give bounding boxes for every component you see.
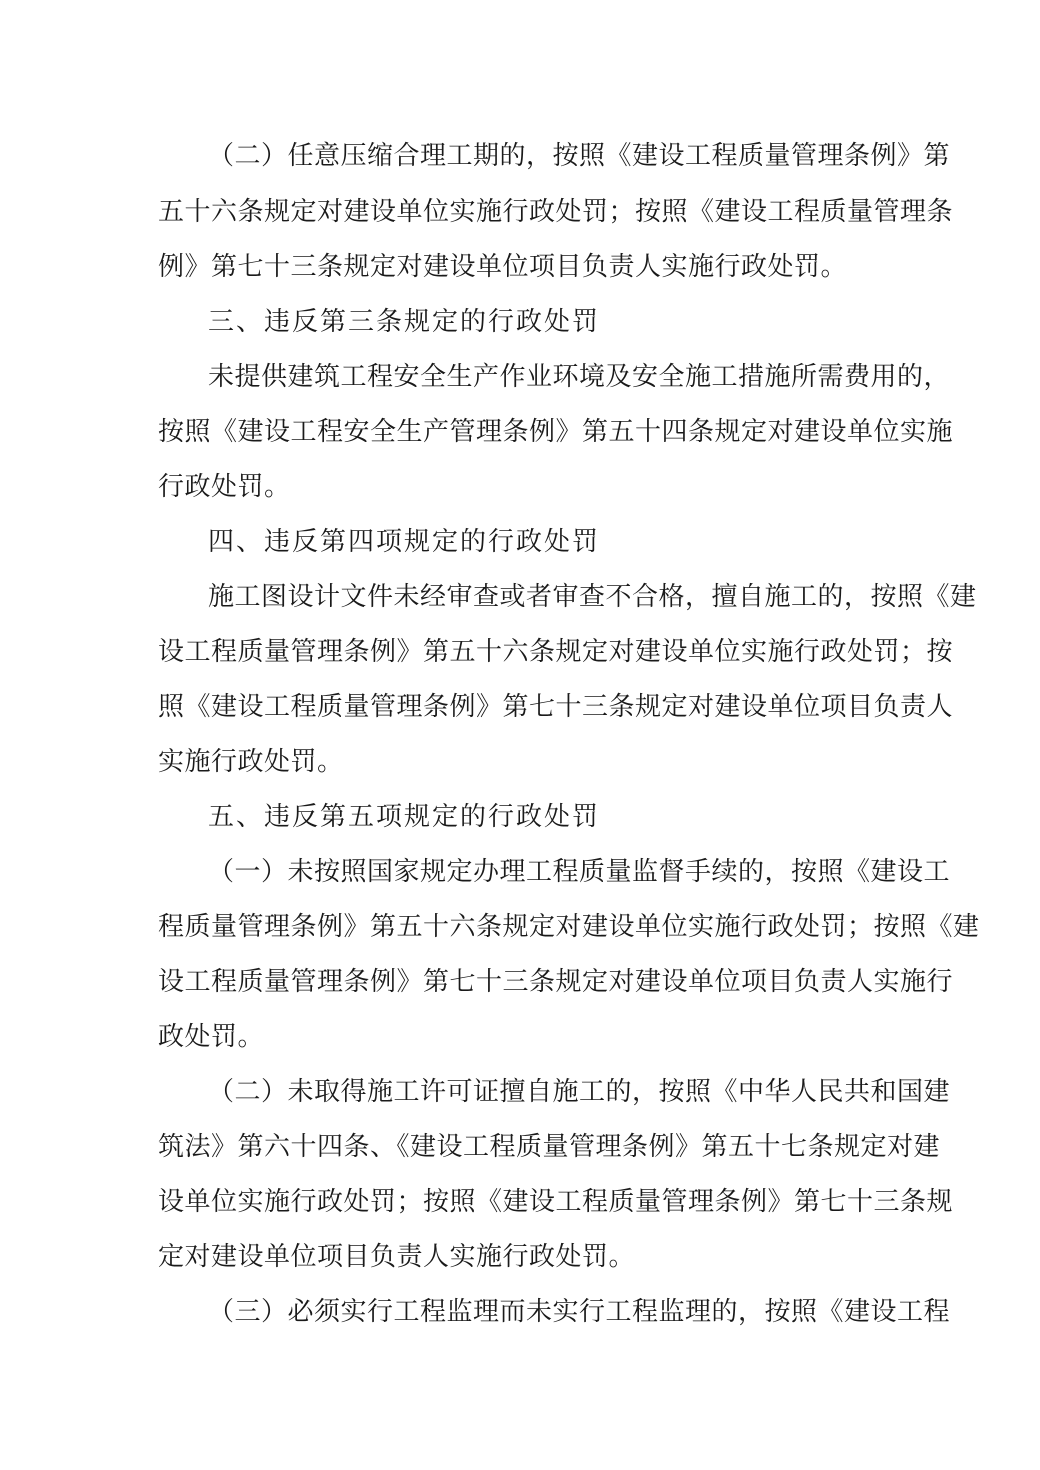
paragraph-line: 程质量管理条例》第五十六条规定对建设单位实施行政处罚；按照《建: [158, 912, 980, 942]
section-heading: 五、违反第五项规定的行政处罚: [208, 802, 601, 832]
paragraph-line: （二）未取得施工许可证擅自施工的，按照《中华人民共和国建: [208, 1077, 951, 1107]
paragraph-line: 按照《建设工程安全生产管理条例》第五十四条规定对建设单位实施: [158, 417, 954, 447]
paragraph-line: 定对建设单位项目负责人实施行政处罚。: [158, 1242, 636, 1272]
paragraph-line: 照《建设工程质量管理条例》第七十三条规定对建设单位项目负责人: [158, 692, 954, 722]
paragraph-line: 未提供建筑工程安全生产作业环境及安全施工措施所需费用的，: [208, 362, 951, 392]
paragraph-line: 行政处罚。: [158, 472, 291, 502]
paragraph-line: （二）任意压缩合理工期的，按照《建设工程质量管理条例》第: [208, 141, 951, 171]
paragraph-line: 设单位实施行政处罚；按照《建设工程质量管理条例》第七十三条规: [158, 1187, 954, 1217]
paragraph-line: 设工程质量管理条例》第七十三条规定对建设单位项目负责人实施行: [158, 967, 954, 997]
paragraph-line: （三）必须实行工程监理而未实行工程监理的，按照《建设工程: [208, 1297, 951, 1327]
paragraph-line: 例》第七十三条规定对建设单位项目负责人实施行政处罚。: [158, 252, 848, 282]
section-heading: 三、违反第三条规定的行政处罚: [208, 307, 601, 337]
paragraph-line: 政处罚。: [158, 1022, 265, 1052]
paragraph-line: 设工程质量管理条例》第五十六条规定对建设单位实施行政处罚；按: [158, 637, 954, 667]
paragraph-line: 五十六条规定对建设单位实施行政处罚；按照《建设工程质量管理条: [158, 197, 954, 227]
paragraph-line: 施工图设计文件未经审查或者审查不合格，擅自施工的，按照《建: [208, 582, 977, 612]
paragraph-line: （一）未按照国家规定办理工程质量监督手续的，按照《建设工: [208, 857, 951, 887]
section-heading: 四、违反第四项规定的行政处罚: [208, 527, 601, 557]
paragraph-line: 筑法》第六十四条、《建设工程质量管理条例》第五十七条规定对建: [158, 1132, 941, 1162]
paragraph-line: 实施行政处罚。: [158, 747, 344, 777]
